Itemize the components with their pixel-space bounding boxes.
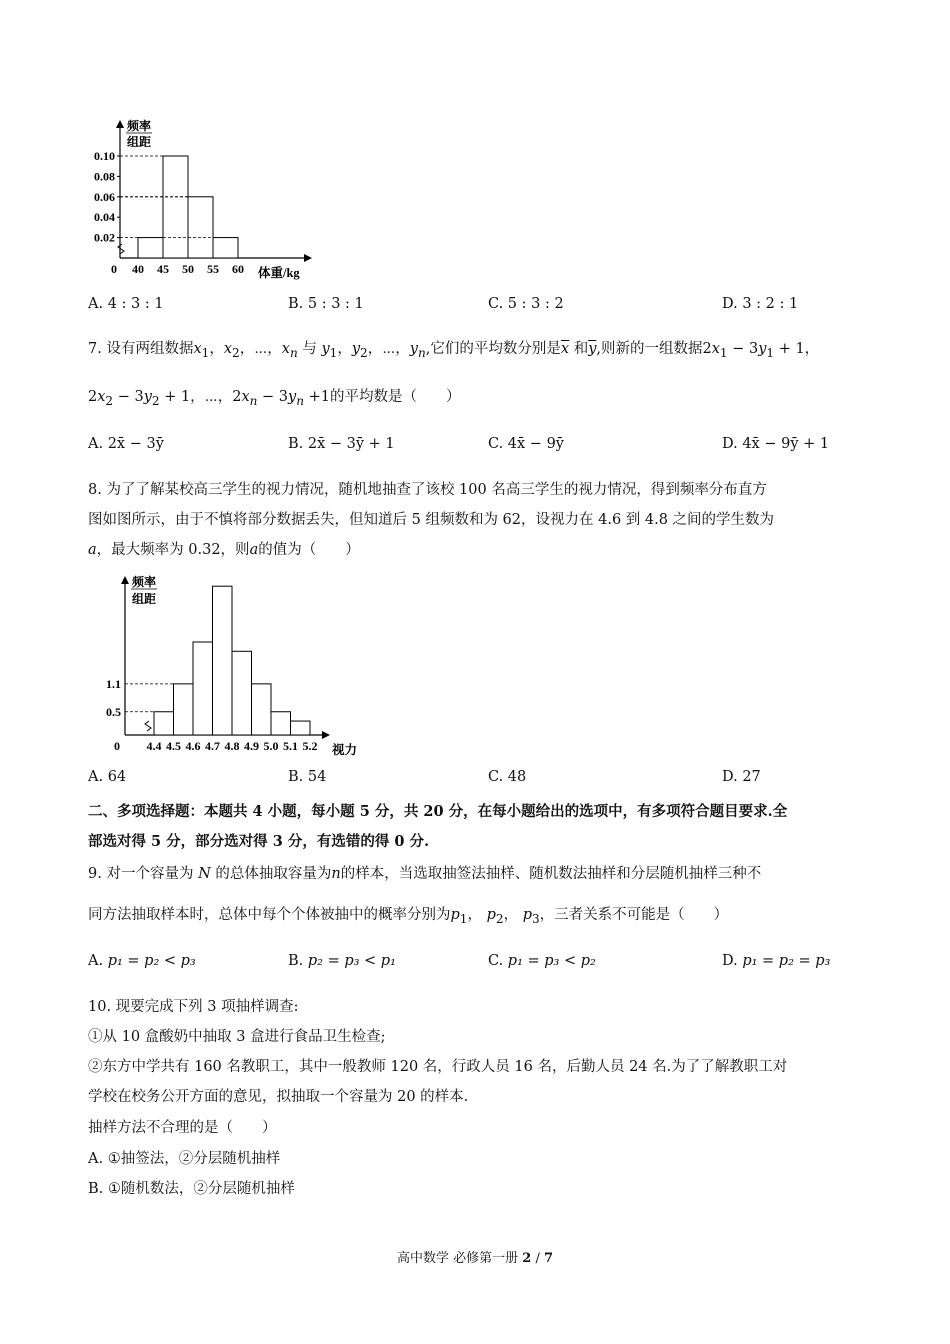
x-tick-label: 4.4 [146,739,162,753]
page-footer: 高中数学 必修第一册 2 / 7 [396,1251,554,1266]
q9-option-b[interactable]: B. p₂ = p₃ < p₁ [288,953,396,969]
x-tick-label: 4.5 [166,739,181,753]
histogram-bar [213,586,233,735]
q7-option-c[interactable]: C. 4x̄ − 9ȳ [488,436,564,452]
q9-stem-line1: 9. 对一个容量为 N 的总体抽取容量为n的样本，当选取抽签法抽样、随机数法抽样和分层随机抽样三种不 [88,866,762,882]
y-axis-arrow [116,120,124,128]
x-tick-label: 4.6 [185,739,201,753]
x-tick-label: 40 [132,262,144,276]
x-tick-label: 5.1 [283,739,298,753]
q8-option-d[interactable]: D. 27 [722,769,761,785]
q7-option-b[interactable]: B. 2x̄ − 3ȳ + 1 [288,436,395,452]
y-tick-label: 1.1 [106,676,121,691]
histogram-bar [193,642,213,735]
y-axis-label-bottom: 组距 [127,135,152,149]
x-tick-label: 45 [157,262,169,276]
q7-option-d[interactable]: D. 4x̄ − 9ȳ + 1 [722,436,830,452]
x-axis-arrow [322,731,330,739]
q10-item2-line2: 学校在校务公开方面的意见，拟抽取一个容量为 20 的样本. [88,1089,469,1105]
histogram-bar [271,712,291,735]
q8-option-c[interactable]: C. 48 [488,769,527,785]
y-tick-label: 0.02 [94,230,115,245]
q8-option-a[interactable]: A. 64 [88,769,127,785]
y-tick-label: 0.10 [94,149,115,163]
histogram-bar [188,197,213,258]
y-tick-label: 0.08 [94,169,115,184]
origin-label: 0 [114,739,120,753]
y-axis-arrow [121,576,129,584]
histogram-bar [232,651,252,735]
axis-break-mark [145,721,151,731]
y-axis-label-top: 频率 [132,575,157,589]
histogram-bar [252,684,272,735]
q6-option-b[interactable]: B. 5 : 3 : 1 [288,296,364,312]
histogram-bar [213,238,238,258]
x-axis-label: 体重/kg [258,266,300,280]
x-tick-label: 50 [182,262,194,276]
q7-stem-line1: 7. 设有两组数据$x_1$，$x_2$，⋯，$x_n$ 与 $y_1$，$y_2$，⋯，$y_n$,它们的平均数分别是$\overline{x}$ 和$\overline{y}$,则新的一组数据$2x_1 - 3y_1 + 1$， [88,341,820,360]
q8-stem-line3: a，最大频率为 0.32，则a的值为（ ） [88,542,360,558]
histogram-bar [174,684,194,735]
histogram-bar [163,156,188,258]
q6-option-a[interactable]: A. 4 : 3 : 1 [88,296,164,312]
q8-stem-line1: 8. 为了了解某校高三学生的视力情况，随机地抽查了该校 100 名高三学生的视力情况，得到频率分布直方 [88,482,767,498]
weight-histogram [80,112,400,282]
x-axis-arrow [304,254,312,262]
x-tick-label: 5.2 [302,739,318,753]
q10-stem-line1: 10. 现要完成下列 3 项抽样调查: [88,999,299,1015]
footer-page-number: 2 [522,1251,532,1266]
x-tick-label: 4.8 [224,739,240,753]
y-axis-label-bottom: 组距 [132,592,157,606]
x-tick-label: 55 [207,262,219,276]
q10-question: 抽样方法不合理的是（ ） [88,1120,277,1136]
q8-option-b[interactable]: B. 54 [288,769,327,785]
q6-option-c[interactable]: C. 5 : 3 : 2 [488,296,564,312]
q9-option-a[interactable]: A. p₁ = p₂ < p₃ [88,953,196,969]
q10-item2-line1: ②东方中学共有 160 名教职工，其中一般教师 120 名，行政人员 16 名，后勤人员 24 名.为了了解教职工对 [88,1059,788,1075]
x-tick-label: 4.7 [205,739,220,753]
q10-option-a[interactable]: A. ①抽签法，②分层随机抽样 [88,1151,281,1167]
q10-item1: ①从 10 盒酸奶中抽取 3 盒进行食品卫生检查; [88,1029,386,1045]
histogram-bar [291,721,311,735]
histogram-bar [154,712,174,735]
q6-option-d[interactable]: D. 3 : 2 : 1 [722,296,799,312]
q9-stem-line2: 同方法抽取样本时，总体中每个个体被抽中的概率分别为$p_1$， $p_2$， $p_3$，三者关系不可能是（ ） [88,907,729,926]
q9-option-c[interactable]: C. p₁ = p₃ < p₂ [488,953,596,969]
q7-option-a[interactable]: A. 2x̄ − 3ȳ [88,436,164,452]
q9-option-d[interactable]: D. p₁ = p₂ = p₃ [722,953,831,969]
q10-option-b[interactable]: B. ①随机数法，②分层随机抽样 [88,1181,295,1197]
section2-heading-line2: 部选对得 5 分，部分选对得 3 分，有选错的得 0 分. [88,833,430,850]
x-axis-label: 视力 [332,743,358,757]
histogram-bar [138,238,163,258]
y-tick-label: 0.5 [106,704,121,719]
footer-page-total: 7 [543,1251,554,1266]
q8-stem-line2: 图如图所示，由于不慎将部分数据丢失，但知道后 5 组频数和为 62，设视力在 4.6 到 4.8 之间的学生数为 [88,512,775,528]
x-tick-label: 5.0 [263,739,279,753]
axis-break-mark [118,244,124,254]
x-tick-label: 60 [232,262,244,276]
y-axis-label-top: 频率 [127,119,152,133]
x-tick-label: 4.9 [244,739,259,753]
section2-heading-line1: 二、多项选择题：本题共 4 小题，每小题 5 分，共 20 分，在每小题给出的选项中，有多项符合题目要求.全 [88,803,788,820]
y-tick-label: 0.06 [94,189,115,204]
origin-label: 0 [111,262,117,276]
vision-histogram [90,568,380,758]
footer-title: 高中数学 必修第一册 [396,1251,519,1266]
y-tick-label: 0.04 [94,210,115,225]
q7-stem-line2: $2x_2 - 3y_2 + 1$，⋯，$2x_n - 3y_n +1$的平均数是（ ） [88,389,461,408]
